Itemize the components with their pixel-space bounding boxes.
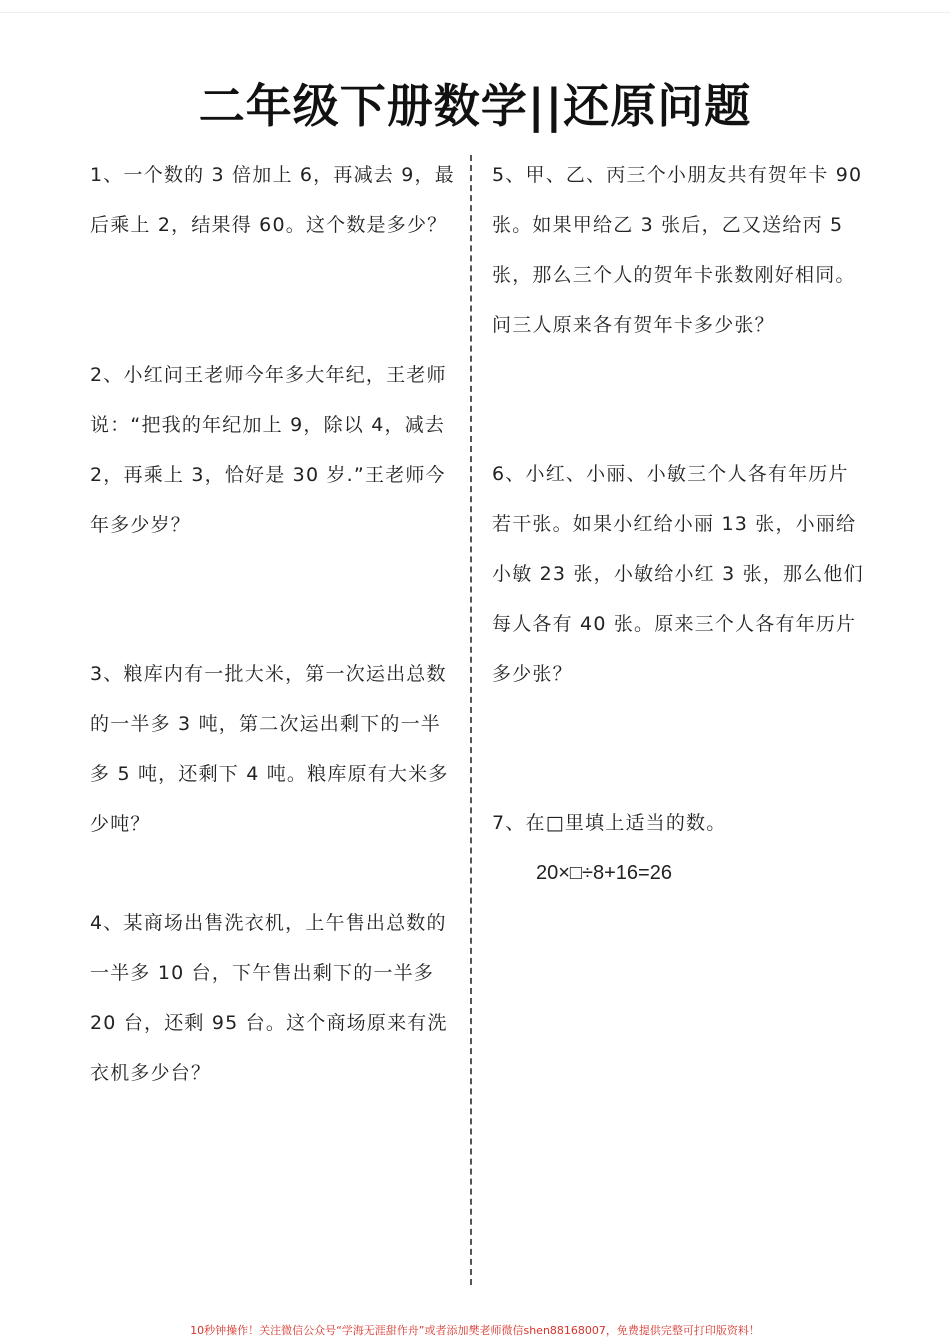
page-top-border	[0, 12, 950, 13]
column-divider	[470, 155, 472, 1285]
page-title: 二年级下册数学||还原问题	[198, 79, 752, 133]
problem-6: 6、小红、小丽、小敏三个人各有年历片若干张。如果小红给小丽 13 张，小丽给小敏 23 张，小敏给小红 3 张，那么他们每人各有 40 张。原来三个人各有年历片多少张？	[492, 463, 864, 685]
problem-2: 2、小红问王老师今年多大年纪，王老师说：“把我的年纪加上 9，除以 4，减去 2，再乘上 3，恰好是 30 岁.”王老师今年多少岁？	[90, 364, 447, 536]
problem-5: 5、甲、乙、丙三个小朋友共有贺年卡 90 张。如果甲给乙 3 张后，乙又送给丙 5 张，那么三个人的贺年卡张数刚好相同。问三人原来各有贺年卡多少张？	[492, 164, 863, 336]
problem-7: 7、在□里填上适当的数。	[492, 812, 727, 834]
problem-3: 3、粮库内有一批大米，第一次运出总数的一半多 3 吨，第二次运出剩下的一半多 5 吨，还剩下 4 吨。粮库原有大米多少吨？	[90, 663, 449, 835]
problem-7-formula: 20×□÷8+16=26	[536, 862, 672, 884]
problem-1: 1、一个数的 3 倍加上 6，再减去 9，最后乘上 2，结果得 60。这个数是多少？	[90, 164, 455, 236]
problem-4: 4、某商场出售洗衣机，上午售出总数的一半多 10 台，下午售出剩下的一半多 20 台，还剩 95 台。这个商场原来有洗衣机多少台？	[90, 912, 448, 1084]
footer-promo: 10秒钟操作！关注微信公众号“学海无涯甜作舟”或者添加樊老师微信shen88168007，免费提供完整可打印版资料！	[190, 1324, 760, 1337]
